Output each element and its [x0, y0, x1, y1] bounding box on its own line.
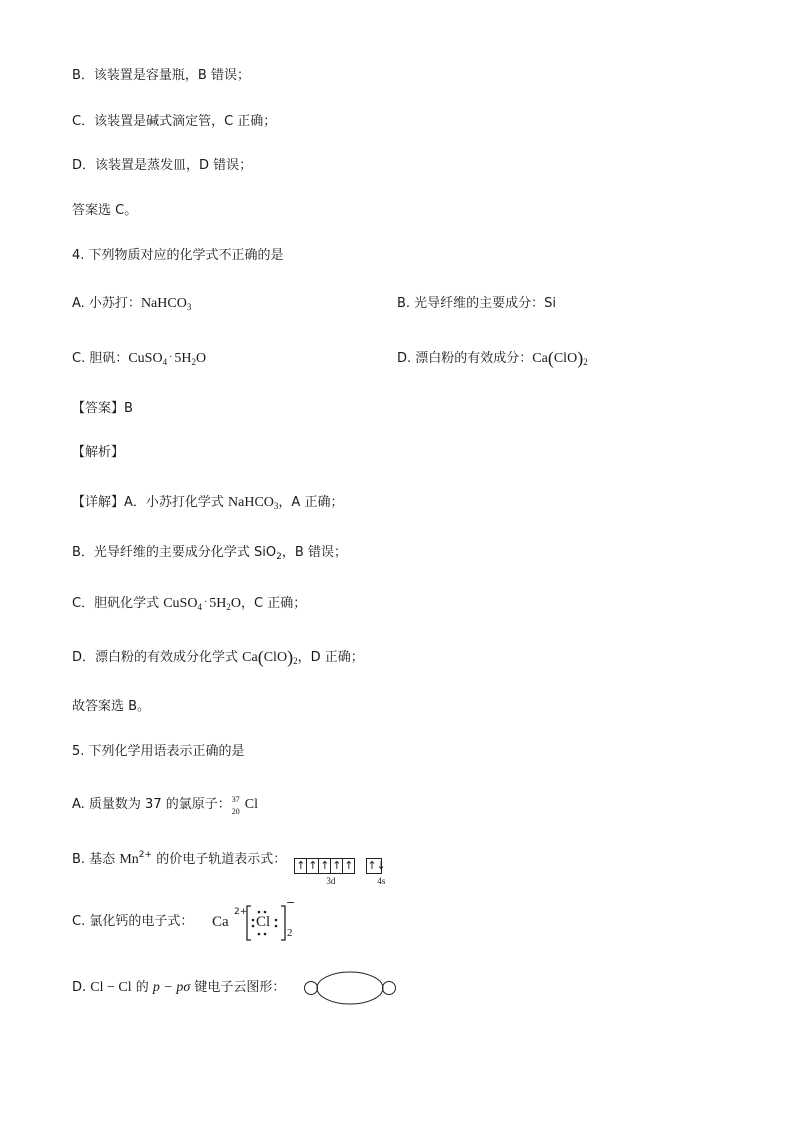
q5-option-c: [72, 912, 193, 932]
q4-analysis-heading: 【解析】: [72, 445, 125, 460]
q5-orbital-diagram: [290, 850, 386, 886]
q4-option-d-formula: $Ca(ClO)_2$: [532, 348, 588, 368]
orbital-3d-4: ↑: [332, 859, 342, 872]
q5-option-b: [72, 845, 386, 886]
left-lobe: [305, 982, 318, 995]
q4-option-a-label: A. 小苏打：: [72, 296, 141, 311]
q5-nuclide-symbol: 37 20: [231, 795, 240, 816]
q4-detail-b: B．光导纤维的主要成分化学式 SiO$_2$，B 错误；: [72, 545, 347, 562]
prev-answer-choice: 答案选 C。: [72, 203, 138, 218]
prev-answer-c: C．该装置是碱式滴定管，C 正确；: [72, 114, 277, 129]
q4-detail-a: 【详解】A．小苏打化学式 NaHCO$_3$，A 正确；: [72, 495, 344, 511]
q4-option-b: B. 光导纤维的主要成分：Si: [397, 296, 557, 311]
orbital-3d-2: ↑: [308, 859, 318, 872]
q4-option-d-label: D. 漂白粉的有效成分：: [397, 351, 533, 366]
prev-answer-d: D．该装置是蒸发皿，D 错误；: [72, 158, 253, 173]
q4-option-c: [72, 348, 206, 372]
orbital-3d-label: 3d: [326, 876, 336, 886]
q4-option-c-label: C. 胆矾：: [72, 351, 129, 366]
q5-stem: 5. 下列化学用语表示正确的是: [72, 744, 245, 759]
orbital-4s: ↑↓: [367, 859, 386, 872]
q5-option-a-label: A. 质量数为 37 的氯原子：: [72, 797, 231, 812]
q4-detail-d: D．漂白粉的有效成分化学式 $Ca(ClO)_2$，D 正确；: [72, 647, 364, 667]
q5-option-c-label: C. 氯化钙的电子式：: [72, 914, 194, 929]
q5-option-d: D. Cl − Cl 的 p − pσ 键电子云图形：: [72, 980, 286, 995]
q5-option-b-label: B. 基态 $Mn^{2+}$ 的价电子轨道表示式：: [72, 850, 287, 867]
q4-conclusion: 故答案选 B。: [72, 699, 151, 714]
orbital-4s-label: 4s: [377, 876, 386, 886]
q4-stem: 4. 下列物质对应的化学式不正确的是: [72, 248, 284, 263]
right-lobe: [383, 982, 396, 995]
q4-answer: 【答案】B: [72, 401, 133, 416]
q4-detail-c: C．胆矾化学式 CuSO$_4$ · $5H_2O$，C 正确；: [72, 596, 307, 612]
orbital-3d-1: ↑: [296, 859, 306, 872]
q5-option-a: A. 质量数为 37 的氯原子： 37 20 Cl: [72, 792, 258, 815]
q4-option-d: [397, 348, 588, 372]
prev-answer-b: B．该装置是容量瓶，B 错误；: [72, 68, 250, 83]
q4-option-a: [72, 294, 191, 317]
q5-electron-formula: Ca 2+ Cl − 2: [210, 902, 300, 942]
sigma-bond-cloud-diagram: [302, 968, 402, 1008]
orbital-3d-5: ↑: [344, 859, 354, 872]
q4-option-c-formula: CuSO$_4$ · $5H_2O$: [128, 351, 207, 367]
overlap-cloud: [317, 972, 383, 1004]
q4-option-a-formula: NaHCO$_3$: [140, 296, 192, 312]
orbital-3d-3: ↑: [320, 859, 330, 872]
